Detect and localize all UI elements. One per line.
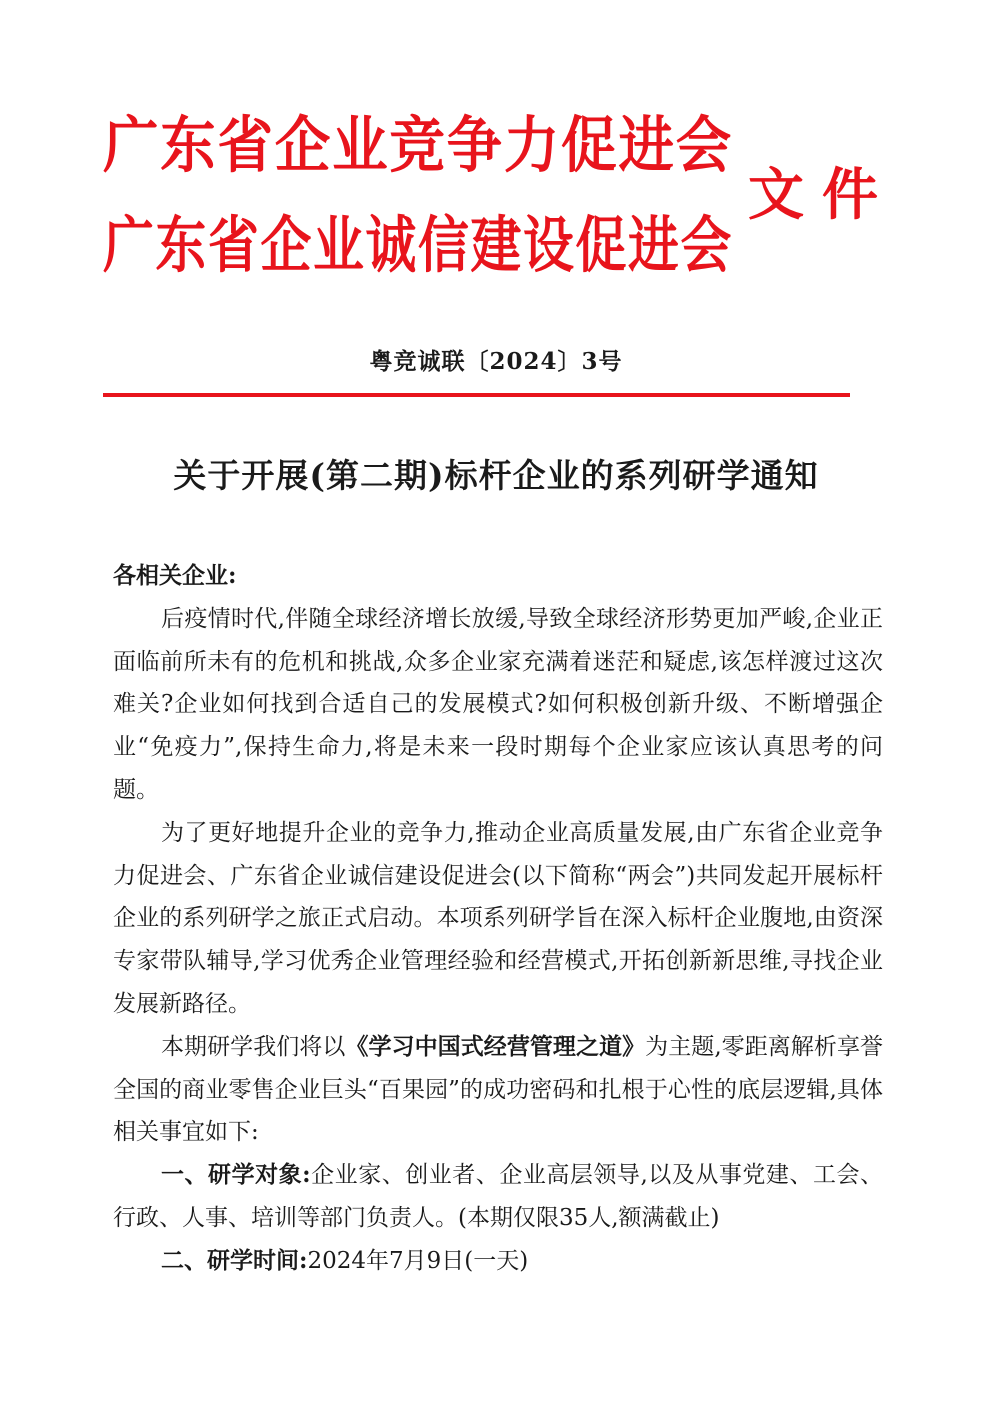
- issuing-org-1: 广东省企业竞争力促进会: [103, 110, 734, 181]
- document-number: 粤竞诚联〔2024〕3号: [369, 348, 623, 375]
- paragraph-3: [113, 1026, 883, 1154]
- paragraph-3-prefix: 本期研学我们将以: [161, 1033, 346, 1060]
- item-time: [113, 1240, 883, 1283]
- study-theme: 《学习中国式经营管理之道》: [345, 1032, 646, 1060]
- document-title: 关于开展(第二期)标杆企业的系列研学通知: [173, 456, 819, 495]
- paragraph-3-suffix: 为主题,零距离解析享誉全国的商业零售企业巨头“百果园”的成功密码和扎根于心性的底层逻辑,具体相关事宜如下:: [113, 1033, 884, 1146]
- item-time-label: 二、研学时间:: [161, 1246, 308, 1274]
- document-body: [113, 555, 883, 1283]
- salutation: 各相关企业:: [113, 562, 237, 589]
- paragraph-2: 为了更好地提升企业的竞争力,推动企业高质量发展,由广东省企业竞争力促进会、广东省企业诚信建设促进会(以下简称“两会”)共同发起开展标杆企业的系列研学之旅正式启动。本项系列研学旨在深入标杆企业腹地,由资深专家带队辅导,学习优秀企业管理经验和经营模式,开拓创新新思维,寻找企业发展新路径。: [113, 819, 883, 1017]
- item-participants-note: (本期仅限35人,额满截止): [458, 1204, 720, 1231]
- document-type-label: 文件: [748, 162, 896, 228]
- item-participants-text: 企业家、创业者、企业高层领导,以及从事党建、工会、行政、人事、培训等部门负责人。: [113, 1162, 883, 1231]
- issuing-org-2: 广东省企业诚信建设促进会: [103, 210, 734, 281]
- item-participants-label: 一、研学对象:: [161, 1161, 311, 1189]
- paragraph-1: 后疫情时代,伴随全球经济增长放缓,导致全球经济形势更加严峻,企业正面临前所未有的危机和挑战,众多企业家充满着迷茫和疑虑,该怎样渡过这次难关?企业如何找到合适自己的发展模式?如何积极创新升级、不断增强企业“免疫力”,保持生命力,将是未来一段时期每个企业家应该认真思考的问题。: [113, 605, 883, 803]
- item-time-text: 2024年7月9日(一天): [307, 1247, 529, 1274]
- red-divider: [103, 393, 850, 397]
- item-participants: [113, 1154, 883, 1240]
